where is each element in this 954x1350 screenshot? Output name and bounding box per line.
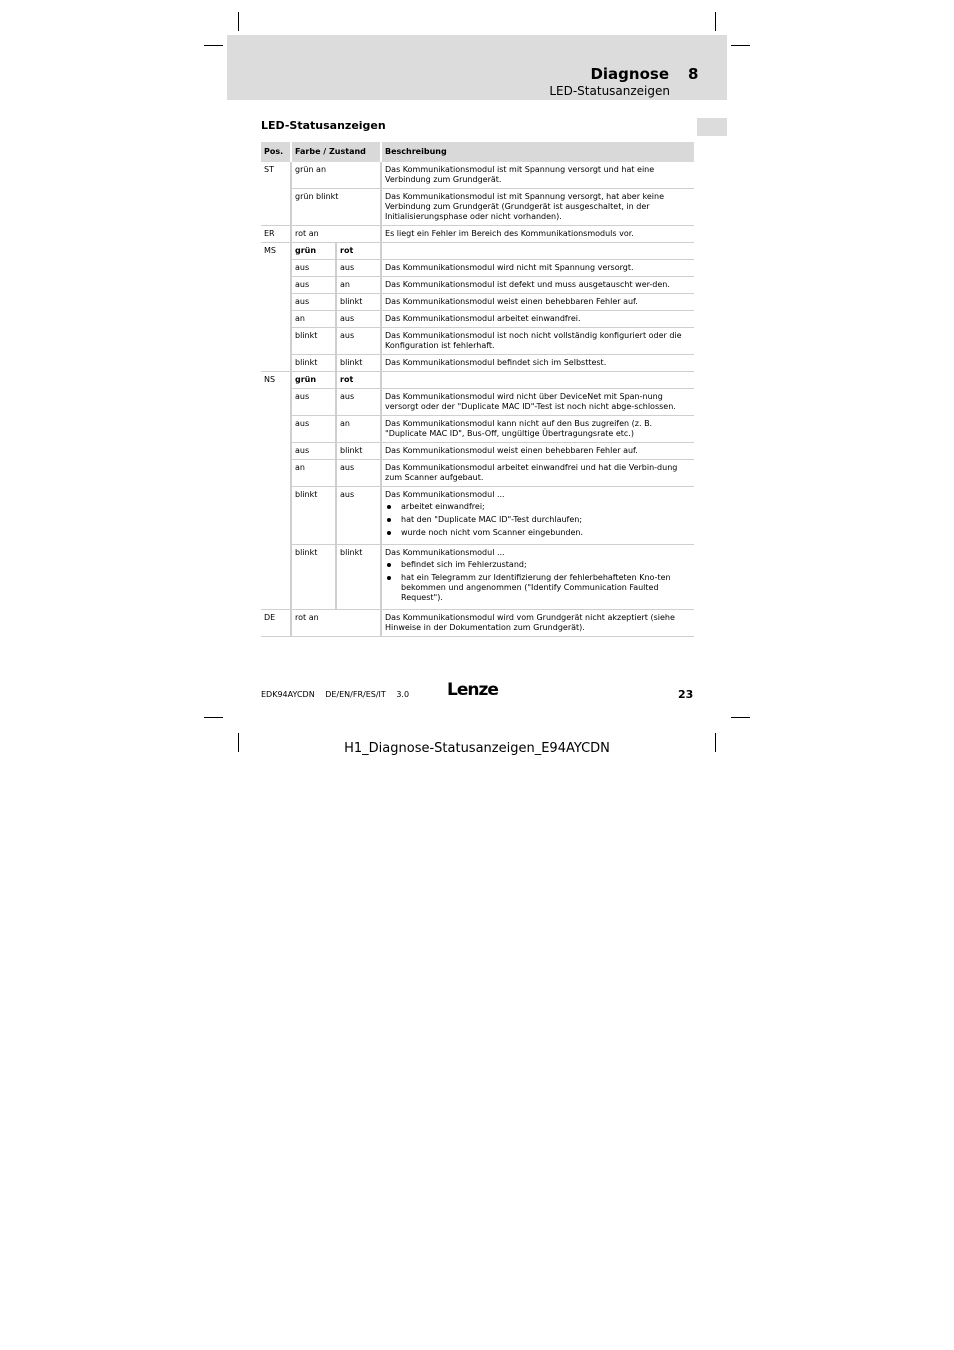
table-row [261, 355, 694, 372]
led-status-table [261, 142, 694, 637]
table-row [261, 487, 694, 545]
crop-mark [204, 45, 223, 46]
state-gruen: blinkt [291, 545, 336, 610]
state-rot: blinkt [336, 294, 381, 311]
crop-mark [715, 12, 716, 31]
side-tab [697, 118, 727, 136]
table-row [261, 311, 694, 328]
subheader-gruen: grün [291, 372, 336, 389]
desc-cell: Das Kommunikationsmodul kann nicht auf den Bus zugreifen (z. B. "Duplicate MAC ID", Bus-Off, ungültige Übertragungsrate etc.) [381, 416, 694, 443]
desc-cell: Es liegt ein Fehler im Bereich des Kommunikationsmoduls vor. [381, 226, 694, 243]
table-row [261, 460, 694, 487]
list-item: arbeitet einwandfrei; [401, 502, 691, 512]
bullet-list [385, 502, 691, 538]
desc-cell: Das Kommunikationsmodul ist defekt und muss ausgetauscht wer-den. [381, 277, 694, 294]
doc-version: 3.0 [396, 690, 410, 699]
caption: H1_Diagnose-Statusanzeigen_E94AYCDN [344, 741, 610, 756]
section-heading: LED-Statusanzeigen [261, 119, 386, 132]
table-row [261, 294, 694, 311]
desc-cell: Das Kommunikationsmodul wird vom Grundgerät nicht akzeptiert (siehe Hinweise in der Dokumentation zum Grundgerät). [381, 610, 694, 637]
pos-cell: NS [264, 375, 276, 384]
table-row [261, 277, 694, 294]
desc-cell: Das Kommunikationsmodul weist einen behebbaren Fehler auf. [381, 294, 694, 311]
table-row [261, 610, 694, 637]
state-rot: blinkt [336, 443, 381, 460]
table-row [261, 328, 694, 355]
desc-cell: Das Kommunikationsmodul befindet sich im Selbsttest. [381, 355, 694, 372]
state-gruen: an [291, 311, 336, 328]
desc-cell: Das Kommunikationsmodul wird nicht über DeviceNet mit Span-nung versorgt oder der "Duplicate MAC ID"-Test ist noch nicht abge-schlossen. [381, 389, 694, 416]
state-rot: blinkt [336, 545, 381, 610]
desc-intro: Das Kommunikationsmodul ... [385, 490, 505, 499]
desc-cell [381, 487, 694, 545]
crop-mark [731, 717, 750, 718]
state-rot: aus [336, 328, 381, 355]
table-row [261, 389, 694, 416]
lenze-logo: Lenze [447, 680, 498, 700]
pos-cell: MS [264, 246, 276, 255]
pos-cell: ER [261, 226, 291, 243]
state-cell: rot an [291, 610, 381, 637]
list-item: wurde noch nicht vom Scanner eingebunden. [401, 528, 691, 538]
state-rot: an [336, 277, 381, 294]
desc-cell: Das Kommunikationsmodul weist einen behebbaren Fehler auf. [381, 443, 694, 460]
state-gruen: blinkt [291, 355, 336, 372]
state-gruen: blinkt [291, 328, 336, 355]
state-gruen: aus [291, 443, 336, 460]
doc-id: EDK94AYCDN [261, 690, 315, 699]
list-item: hat ein Telegramm zur Identifizierung der fehlerbehafteten Kno-ten bekommen und angenommen ("Identify Communication Faulted Request"). [401, 573, 691, 603]
state-rot: an [336, 416, 381, 443]
header-pos: Pos. [261, 142, 291, 162]
table-row [261, 243, 694, 260]
desc-cell: Das Kommunikationsmodul arbeitet einwandfrei. [381, 311, 694, 328]
chapter-number: 8 [688, 65, 699, 83]
chapter-title: Diagnose [590, 65, 669, 83]
state-rot: aus [336, 460, 381, 487]
doc-languages: DE/EN/FR/ES/IT [325, 690, 386, 699]
pos-cell: DE [261, 610, 291, 637]
footer-doc-info [261, 690, 417, 699]
list-item: befindet sich im Fehlerzustand; [401, 560, 691, 570]
header-subtitle: LED-Statusanzeigen [549, 84, 670, 98]
table-row [261, 416, 694, 443]
desc-intro: Das Kommunikationsmodul ... [385, 548, 505, 557]
list-item: hat den "Duplicate MAC ID"-Test durchlaufen; [401, 515, 691, 525]
state-rot: aus [336, 260, 381, 277]
desc-cell [381, 545, 694, 610]
desc-cell: Das Kommunikationsmodul ist noch nicht vollständig konfiguriert oder die Konfiguration ist fehlerhaft. [381, 328, 694, 355]
state-gruen: aus [291, 389, 336, 416]
table-row [261, 545, 694, 610]
header-beschreibung: Beschreibung [381, 142, 694, 162]
state-gruen: blinkt [291, 487, 336, 545]
subheader-rot: rot [336, 372, 381, 389]
desc-cell: Das Kommunikationsmodul arbeitet einwandfrei und hat die Verbin-dung zum Scanner aufgebaut. [381, 460, 694, 487]
desc-cell: Das Kommunikationsmodul ist mit Spannung versorgt und hat eine Verbindung zum Grundgerät. [381, 162, 694, 189]
state-cell: grün blinkt [291, 189, 381, 226]
table-row [261, 226, 694, 243]
state-gruen: an [291, 460, 336, 487]
state-cell: rot an [291, 226, 381, 243]
desc-cell: Das Kommunikationsmodul ist mit Spannung versorgt, hat aber keine Verbindung zum Grundgerät (Grundgerät ist ausgeschaltet, in der Initialisierungsphase oder nicht vorhanden). [381, 189, 694, 226]
table-row [261, 162, 694, 189]
bullet-list [385, 560, 691, 603]
state-gruen: aus [291, 260, 336, 277]
state-cell: grün an [291, 162, 381, 189]
table-row [261, 372, 694, 389]
table-header-row [261, 142, 694, 162]
state-rot: aus [336, 389, 381, 416]
crop-mark [238, 12, 239, 31]
state-rot: aus [336, 311, 381, 328]
crop-mark [204, 717, 223, 718]
pos-cell: ST [264, 165, 274, 174]
table-row [261, 443, 694, 460]
crop-mark [731, 45, 750, 46]
subheader-gruen: grün [291, 243, 336, 260]
page-number: 23 [678, 688, 694, 701]
state-rot: blinkt [336, 355, 381, 372]
state-gruen: aus [291, 294, 336, 311]
state-gruen: aus [291, 416, 336, 443]
state-gruen: aus [291, 277, 336, 294]
table-row [261, 260, 694, 277]
desc-cell: Das Kommunikationsmodul wird nicht mit Spannung versorgt. [381, 260, 694, 277]
subheader-rot: rot [336, 243, 381, 260]
table-row [261, 189, 694, 226]
state-rot: aus [336, 487, 381, 545]
header-farbe: Farbe / Zustand [291, 142, 381, 162]
